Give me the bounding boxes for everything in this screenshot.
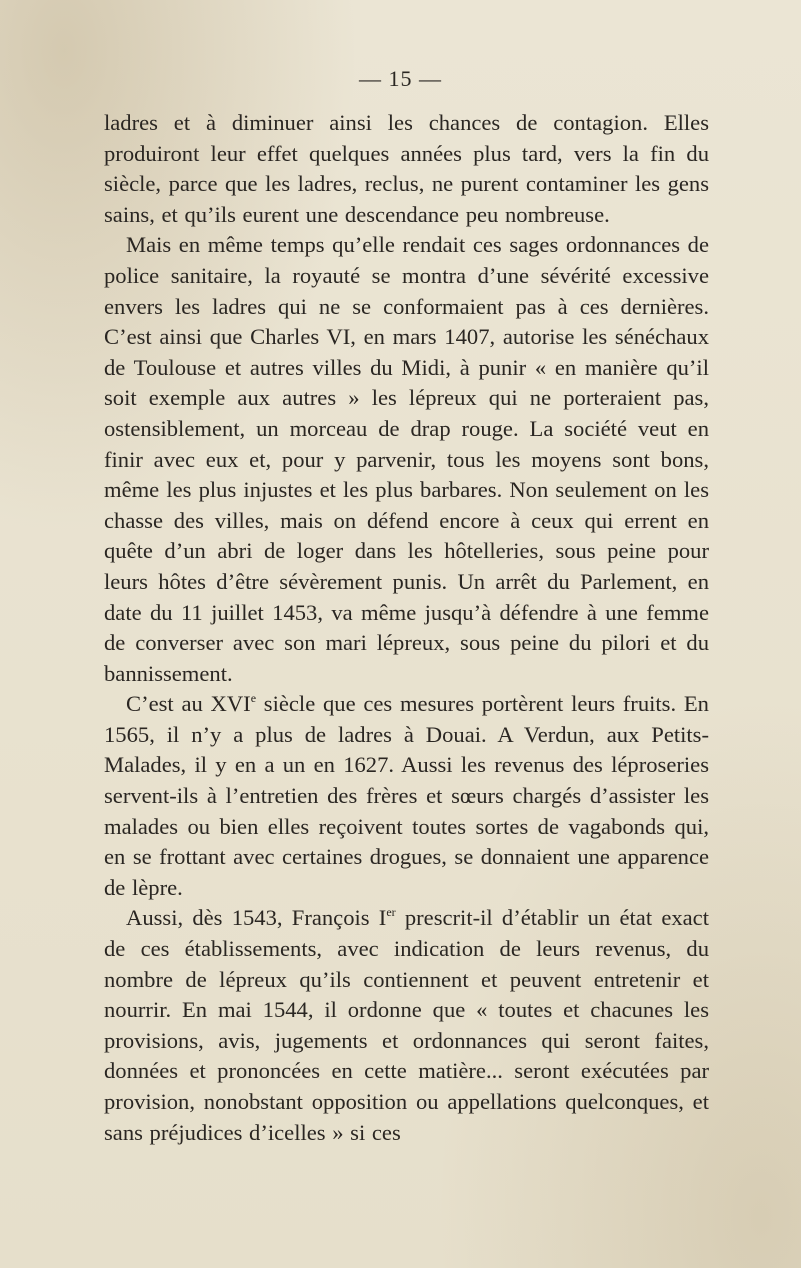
body-text	[104, 108, 709, 1148]
ordinal-superscript: er	[386, 905, 396, 920]
paragraph-1: ladres et à diminuer ainsi les chances de contagion. Elles produiront leur effet quelques années plus tard, vers la fin du siècle, parce que les ladres, reclus, ne purent contaminer les gens sains, et qu’ils eurent une descendance peu nombreuse.	[104, 110, 709, 227]
paragraph-4-start: Aussi, dès 1543, François I	[126, 905, 387, 931]
paragraph-4	[104, 903, 709, 1148]
paragraph-3-start: C’est au XVI	[126, 691, 251, 717]
paragraph-4-rest: prescrit-il d’établir un état exact de ces établissements, avec indication de leurs revenus, du nombre de lépreux qu’ils contiennent et peuvent entretenir et nourrir. En mai 1544, il ordonne que « toutes et chacunes les provisions, avis, jugements et ordonnances qui seront faites, données et prononcées en cette matière... seront exécutées par provision, nonobstant opposition ou appellations quelconques, et sans préjudices d’icelles » si ces	[104, 905, 709, 1145]
paragraph-3	[104, 689, 709, 903]
page-number: — 15 —	[359, 66, 442, 91]
paragraph-2: Mais en même temps qu’elle rendait ces sages ordonnances de police sanitaire, la royauté se montra d’une sévérité excessive envers les ladres qui ne se conformaient pas à ces dernières. C’est ainsi que Charles VI, en mars 1407, autorise les sénéchaux de Toulouse et autres villes du Midi, à punir « en manière qu’il soit exemple aux autres » les lépreux qui ne porteraient pas, ostensiblement, un morceau de drap rouge. La société veut en finir avec eux et, pour y parvenir, tous les moyens sont bons, même les plus injustes et les plus barbares. Non seulement on les chasse des villes, mais on défend encore à ceux qui errent en quête d’un abri de loger dans les hôtelleries, sous peine pour leurs hôtes d’être sévèrement punis. Un arrêt du Parlement, en date du 11 juillet 1453, va même jusqu’à défendre à une femme de converser avec son mari lépreux, sous peine du pilori et du bannissement.	[104, 232, 709, 686]
century-superscript: e	[250, 691, 257, 706]
paragraph-3-rest: siècle que ces mesures portèrent leurs fruits. En 1565, il n’y a plus de ladres à Douai. A Verdun, aux Petits-Malades, il y en a un en 1627. Aussi les revenus des léproseries servent-ils à l’entretien des frères et sœurs chargés d’assister les malades ou bien elles reçoivent toutes sortes de vagabonds qui, en se frottant avec certaines drogues, se donnaient une apparence de lèpre.	[104, 691, 709, 900]
